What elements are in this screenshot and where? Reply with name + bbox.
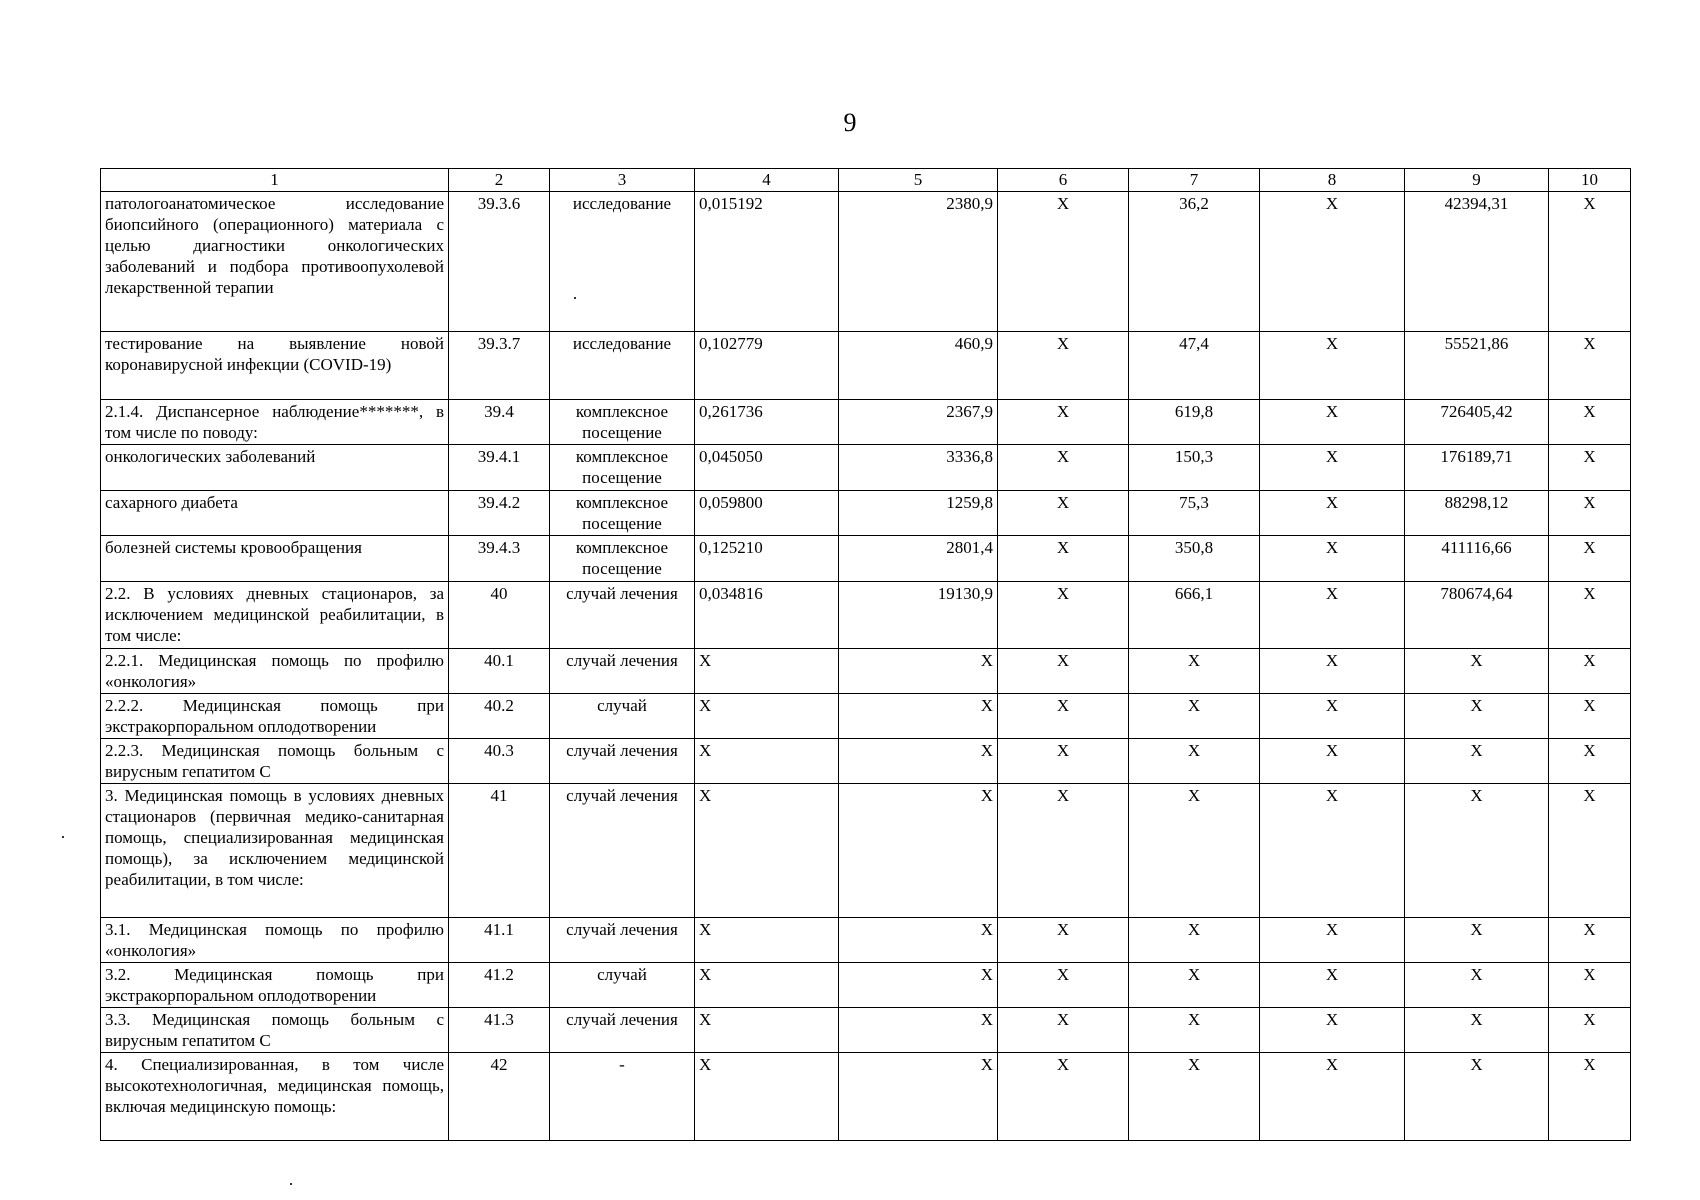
table-cell: 2380,9 [839, 192, 998, 332]
row-label-cell: 2.2.3. Медицинская помощь больным с вирусным гепатитом С [101, 739, 449, 784]
table-cell: Х [1549, 582, 1631, 649]
table-cell: комплексное посещение [550, 491, 695, 536]
row-label-cell: патологоанатомическое исследование биопсийного (операционного) материала с целью диагностики онкологических заболеваний и подбора противоопухолевой лекарственной терапии [101, 192, 449, 332]
table-cell: 0,015192 [695, 192, 839, 332]
table-row [101, 192, 1631, 332]
table-cell: случай лечения [550, 1008, 695, 1053]
table-cell: комплексное посещение [550, 445, 695, 491]
table-cell: Х [1260, 400, 1405, 445]
row-label-cell: болезней системы кровообращения [101, 536, 449, 582]
table-cell: Х [695, 1008, 839, 1053]
table-cell: 40.1 [449, 649, 550, 694]
table-cell: 39.4.3 [449, 536, 550, 582]
table-cell: 726405,42 [1405, 400, 1549, 445]
table-cell: Х [998, 739, 1129, 784]
table-cell: Х [1260, 332, 1405, 400]
table-cell: Х [998, 649, 1129, 694]
table-cell: Х [1260, 491, 1405, 536]
table-cell: - [550, 1053, 695, 1141]
row-label-cell: 3.2. Медицинская помощь при экстракорпоральном оплодотворении [101, 963, 449, 1008]
data-table [100, 168, 1631, 1141]
table-cell: 150,3 [1129, 445, 1260, 491]
table-cell: 411116,66 [1405, 536, 1549, 582]
table-cell: 39.4.2 [449, 491, 550, 536]
header-cell: 5 [839, 169, 998, 192]
table-cell: Х [1260, 784, 1405, 918]
row-label-cell: сахарного диабета [101, 491, 449, 536]
header-cell: 7 [1129, 169, 1260, 192]
table-cell: Х [1549, 784, 1631, 918]
table-row [101, 445, 1631, 491]
table-cell: Х [839, 694, 998, 739]
table-row [101, 536, 1631, 582]
table-cell: Х [1260, 1053, 1405, 1141]
table-cell: 0,125210 [695, 536, 839, 582]
table-cell: Х [1260, 963, 1405, 1008]
table-cell: комплексное посещение [550, 536, 695, 582]
table-cell: Х [1129, 1053, 1260, 1141]
table-cell: 42394,31 [1405, 192, 1549, 332]
table-cell: Х [1549, 649, 1631, 694]
table-cell: Х [1260, 918, 1405, 963]
table-cell: Х [1405, 739, 1549, 784]
header-cell: 9 [1405, 169, 1549, 192]
table-cell: 39.4 [449, 400, 550, 445]
table-cell: 75,3 [1129, 491, 1260, 536]
table-cell: Х [1129, 784, 1260, 918]
scan-mark [574, 297, 576, 299]
header-cell: 8 [1260, 169, 1405, 192]
table-row [101, 694, 1631, 739]
table-cell: 0,034816 [695, 582, 839, 649]
table-cell: случай [550, 694, 695, 739]
row-label-cell: тестирование на выявление новой коронавирусной инфекции (COVID-19) [101, 332, 449, 400]
table-cell: Х [998, 192, 1129, 332]
table-cell: Х [1405, 963, 1549, 1008]
table-cell: Х [1260, 694, 1405, 739]
table-cell: Х [1549, 739, 1631, 784]
table-cell: случай лечения [550, 649, 695, 694]
table-cell: 2801,4 [839, 536, 998, 582]
table-cell: 40.2 [449, 694, 550, 739]
row-label-cell: 3.3. Медицинская помощь больным с вирусным гепатитом С [101, 1008, 449, 1053]
table-cell: Х [1260, 582, 1405, 649]
row-label-cell: 2.1.4. Диспансерное наблюдение*******, в том числе по поводу: [101, 400, 449, 445]
table-cell: Х [998, 332, 1129, 400]
table-cell: Х [695, 1053, 839, 1141]
table-cell: исследование [550, 192, 695, 332]
table-cell: Х [998, 918, 1129, 963]
table-cell: Х [1129, 963, 1260, 1008]
table-cell: случай лечения [550, 739, 695, 784]
table-cell: комплексное посещение [550, 400, 695, 445]
table-cell: случай [550, 963, 695, 1008]
table-cell: 88298,12 [1405, 491, 1549, 536]
table-cell: Х [998, 784, 1129, 918]
table-cell: Х [1129, 694, 1260, 739]
table-cell: Х [998, 536, 1129, 582]
table-cell: 47,4 [1129, 332, 1260, 400]
table-cell: 39.4.1 [449, 445, 550, 491]
table-cell: 350,8 [1129, 536, 1260, 582]
table-row [101, 918, 1631, 963]
table-cell: Х [1549, 192, 1631, 332]
table-cell: 41.3 [449, 1008, 550, 1053]
table-cell: 460,9 [839, 332, 998, 400]
table-cell: Х [1405, 1053, 1549, 1141]
table-cell: 19130,9 [839, 582, 998, 649]
table-cell: Х [839, 739, 998, 784]
table-cell: Х [1549, 918, 1631, 963]
table-cell: Х [998, 582, 1129, 649]
header-cell: 4 [695, 169, 839, 192]
table-cell: 42 [449, 1053, 550, 1141]
table-cell: Х [1549, 491, 1631, 536]
table-cell: Х [1260, 445, 1405, 491]
table-cell: 39.3.6 [449, 192, 550, 332]
table-row [101, 963, 1631, 1008]
table-cell: Х [1549, 1053, 1631, 1141]
row-label-cell: 3. Медицинская помощь в условиях дневных стационаров (первичная медико-санитарная помощь, специализированная медицинская помощь), за исключением медицинской реабилитации, в том числе: [101, 784, 449, 918]
table-cell: Х [1260, 649, 1405, 694]
table-cell: 0,059800 [695, 491, 839, 536]
table-row [101, 784, 1631, 918]
table-cell: Х [839, 1008, 998, 1053]
table-row [101, 491, 1631, 536]
table-cell: Х [1129, 918, 1260, 963]
row-label-cell: 2.2.1. Медицинская помощь по профилю «онкология» [101, 649, 449, 694]
table-cell: Х [695, 649, 839, 694]
table-cell: 55521,86 [1405, 332, 1549, 400]
row-label-cell: онкологических заболеваний [101, 445, 449, 491]
table-cell: Х [695, 694, 839, 739]
header-cell: 1 [101, 169, 449, 192]
table-cell: Х [1405, 649, 1549, 694]
table-cell: 0,045050 [695, 445, 839, 491]
table-cell: Х [1405, 784, 1549, 918]
table-cell: Х [1405, 694, 1549, 739]
table-row [101, 739, 1631, 784]
table-row [101, 649, 1631, 694]
table-row [101, 1053, 1631, 1141]
table-cell: Х [695, 739, 839, 784]
table-cell: Х [1405, 1008, 1549, 1053]
table-row [101, 1008, 1631, 1053]
table-cell: 780674,64 [1405, 582, 1549, 649]
page-number: 9 [843, 108, 857, 137]
scan-mark [62, 836, 64, 838]
table-cell: Х [1129, 649, 1260, 694]
table-row [101, 400, 1631, 445]
table-cell: Х [839, 918, 998, 963]
table-cell: Х [998, 491, 1129, 536]
table-cell: Х [998, 400, 1129, 445]
table-cell: 40.3 [449, 739, 550, 784]
table-cell: Х [839, 1053, 998, 1141]
table-cell: Х [1549, 445, 1631, 491]
table-cell: Х [695, 784, 839, 918]
table-row [101, 332, 1631, 400]
table-cell: Х [1129, 1008, 1260, 1053]
header-cell: 3 [550, 169, 695, 192]
table-cell: случай лечения [550, 918, 695, 963]
table-cell: 41.2 [449, 963, 550, 1008]
table-cell: 666,1 [1129, 582, 1260, 649]
table-cell: Х [1260, 739, 1405, 784]
table-cell: 40 [449, 582, 550, 649]
table-cell: 176189,71 [1405, 445, 1549, 491]
table-cell: Х [1549, 332, 1631, 400]
table-cell: Х [695, 963, 839, 1008]
table-cell: Х [695, 918, 839, 963]
header-row [101, 169, 1631, 192]
table-cell: 39.3.7 [449, 332, 550, 400]
table-cell: случай лечения [550, 784, 695, 918]
table-cell: Х [839, 963, 998, 1008]
row-label-cell: 2.2.2. Медицинская помощь при экстракорпоральном оплодотворении [101, 694, 449, 739]
table-cell: Х [1549, 400, 1631, 445]
table-cell: 36,2 [1129, 192, 1260, 332]
table-cell: Х [1549, 1008, 1631, 1053]
table-cell: 0,102779 [695, 332, 839, 400]
header-cell: 2 [449, 169, 550, 192]
table-cell: 41.1 [449, 918, 550, 963]
table-cell: Х [1405, 918, 1549, 963]
table-cell: Х [1260, 192, 1405, 332]
table-cell: Х [1260, 1008, 1405, 1053]
table-cell: Х [998, 1008, 1129, 1053]
header-cell: 10 [1549, 169, 1631, 192]
table-cell: 1259,8 [839, 491, 998, 536]
row-label-cell: 3.1. Медицинская помощь по профилю «онкология» [101, 918, 449, 963]
table-cell: 3336,8 [839, 445, 998, 491]
table-cell: Х [1129, 739, 1260, 784]
table-cell: 41 [449, 784, 550, 918]
table-cell: случай лечения [550, 582, 695, 649]
table-cell: Х [839, 649, 998, 694]
table-row [101, 582, 1631, 649]
table-cell: Х [998, 1053, 1129, 1141]
table-cell: 2367,9 [839, 400, 998, 445]
row-label-cell: 4. Специализированная, в том числе высокотехнологичная, медицинская помощь, включая медицинскую помощь: [101, 1053, 449, 1141]
table-cell: Х [1260, 536, 1405, 582]
table-cell: Х [1549, 536, 1631, 582]
table-cell: 0,261736 [695, 400, 839, 445]
scan-mark [290, 1183, 292, 1185]
header-cell: 6 [998, 169, 1129, 192]
table-cell: Х [1549, 963, 1631, 1008]
table-cell: Х [1549, 694, 1631, 739]
table-cell: 619,8 [1129, 400, 1260, 445]
table-cell: исследование [550, 332, 695, 400]
table-cell: Х [998, 694, 1129, 739]
table-cell: Х [839, 784, 998, 918]
table-cell: Х [998, 445, 1129, 491]
row-label-cell: 2.2. В условиях дневных стационаров, за исключением медицинской реабилитации, в том числе: [101, 582, 449, 649]
table-cell: Х [998, 963, 1129, 1008]
